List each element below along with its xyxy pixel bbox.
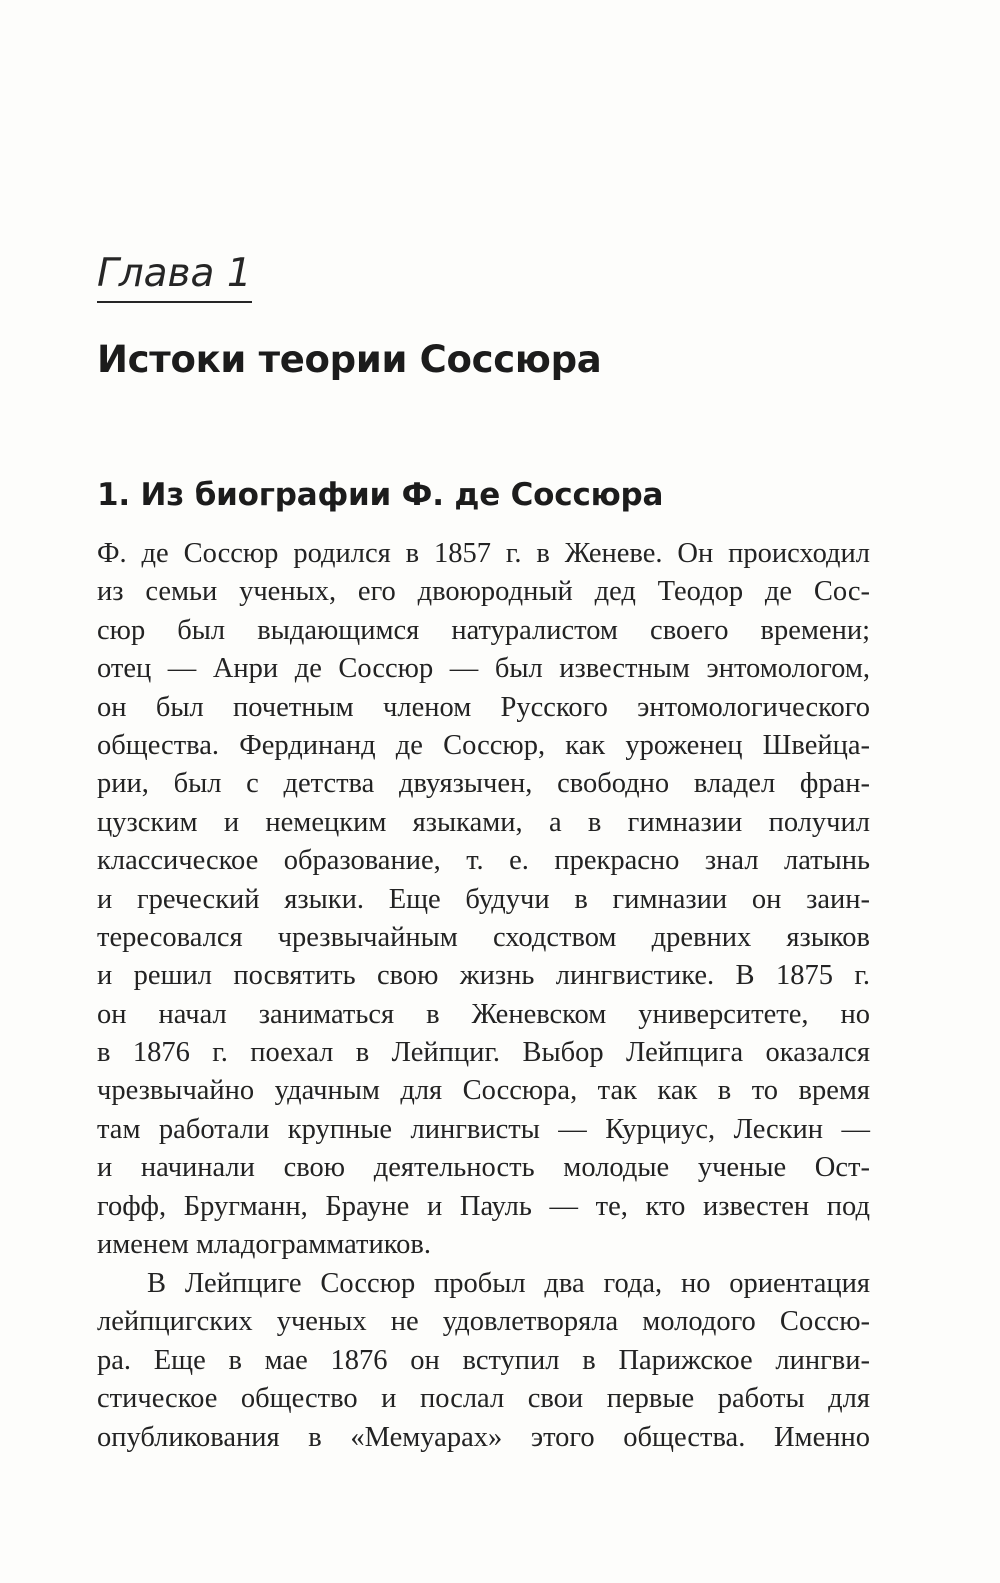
text-line: он начал заниматься в Женевском университете, но: [97, 998, 870, 1030]
text-line: из семьи ученых, его двоюродный дед Теодор де Сос-: [97, 576, 870, 608]
text-line: ра. Еще в мае 1876 он вступил в Парижское лингви-: [97, 1344, 870, 1376]
chapter-label: Глава 1: [97, 250, 252, 303]
text-line: и начинали свою деятельность молодые ученые Ост-: [97, 1152, 870, 1184]
text-line: и решил посвятить свою жизнь лингвистике. В 1875 г.: [97, 960, 870, 992]
text-line: опубликования в «Мемуарах» этого общества. Именно: [97, 1421, 870, 1453]
text-line: классическое образование, т. е. прекрасно знал латынь: [97, 845, 870, 877]
text-line: лейпцигских ученых не удовлетворяла молодого Соссю-: [97, 1306, 870, 1338]
text-line: там работали крупные лингвисты — Курциус, Лескин —: [97, 1113, 870, 1145]
text-line: гофф, Бругманн, Брауне и Пауль — те, кто известен под: [97, 1190, 870, 1222]
text-line: цузским и немецким языками, а в гимназии получил: [97, 806, 870, 838]
section-title: 1. Из биографии Ф. де Соссюра: [97, 477, 664, 513]
text-line: Ф. де Соссюр родился в 1857 г. в Женеве. Он происходил: [97, 538, 870, 569]
text-line: тересовался чрезвычайным сходством древних языков: [97, 921, 870, 953]
text-line: стическое общество и послал свои первые работы для: [97, 1383, 870, 1415]
chapter-title: Истоки теории Соссюра: [97, 338, 602, 381]
text-line: именем младограмматиков.: [97, 1229, 431, 1261]
paragraph-1: [97, 535, 870, 1264]
text-line: В Лейпциге Соссюр пробыл два года, но ориентация: [147, 1268, 870, 1299]
text-line: в 1876 г. поехал в Лейпциг. Выбор Лейпцига оказался: [97, 1037, 870, 1069]
text-line: он был почетным членом Русского энтомологического: [97, 691, 870, 723]
text-line: отец — Анри де Соссюр — был известным энтомологом,: [97, 653, 870, 685]
text-line: рии, был с детства двуязычен, свободно владел фран-: [97, 768, 870, 800]
text-line: общества. Фердинанд де Соссюр, как уроженец Швейца-: [97, 729, 870, 761]
paragraph-2: [97, 1265, 870, 1457]
text-line: сюр был выдающимся натуралистом своего времени;: [97, 614, 870, 646]
text-line: чрезвычайно удачным для Соссюра, так как в то время: [97, 1075, 870, 1107]
text-line: и греческий языки. Еще будучи в гимназии он заин-: [97, 883, 870, 915]
